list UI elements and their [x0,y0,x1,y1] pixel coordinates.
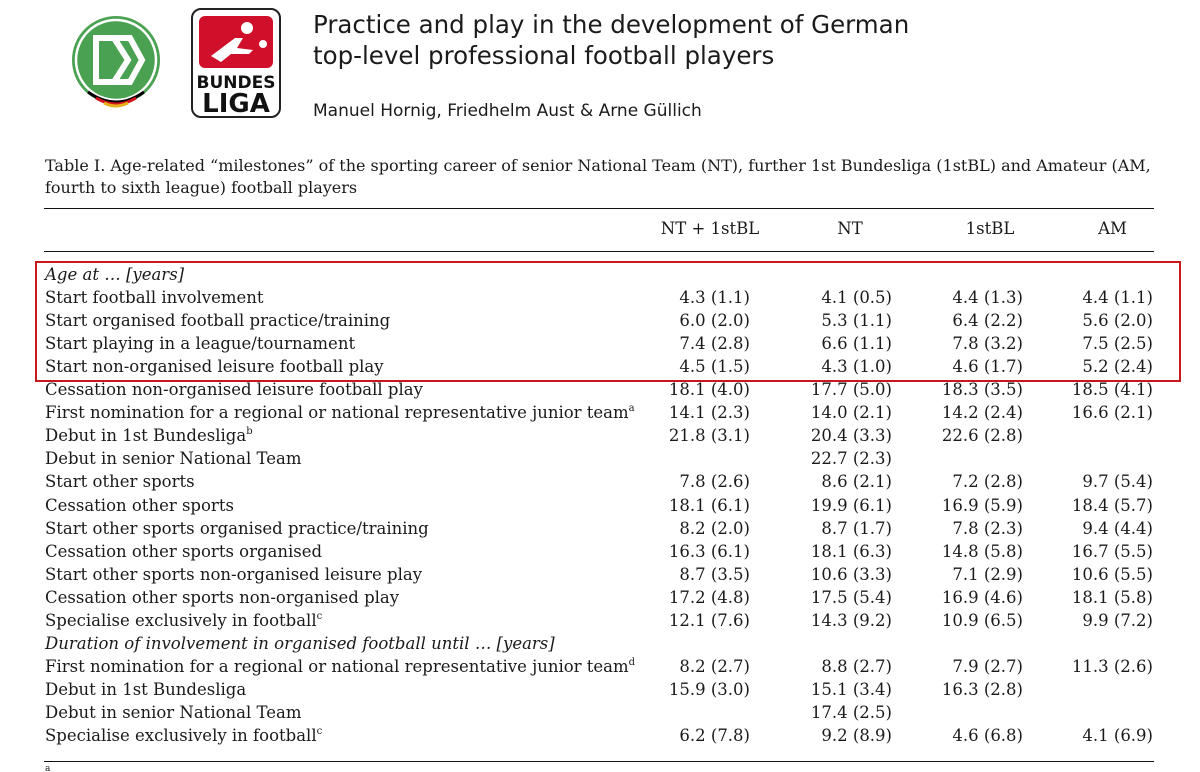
cell-value: 21.8 (3.1) [668,426,750,446]
table-row [45,401,1155,424]
cell-value: 4.4 (1.3) [952,288,1023,308]
cell-value: 15.1 (3.4) [810,679,892,699]
footnote-superscript: c [316,610,323,622]
cell-value: 5.2 (2.4) [1082,357,1153,377]
cell-value: 8.8 (2.7) [821,656,892,676]
table-row [45,517,1155,540]
cell-value: 16.7 (5.5) [1071,541,1153,561]
table-row [45,609,1155,632]
cell-value: 8.2 (2.7) [679,656,750,676]
cell-value: 11.3 (2.6) [1071,656,1153,676]
row-label [45,678,246,701]
row-label-text: Specialise exclusively in football [45,610,317,630]
cell-value: 14.3 (9.2) [810,610,892,630]
column-header-am: AM [1098,219,1127,238]
cell-value: 18.1 (4.0) [668,380,750,400]
cell-value: 17.7 (5.0) [810,380,892,400]
row-label-text: Debut in senior National Team [45,702,302,722]
row-label-text: First nomination for a regional or national representative junior team [45,403,629,423]
svg-text:LIGA: LIGA [202,89,270,118]
cell-value: 16.3 (2.8) [941,679,1023,699]
row-label [45,586,399,609]
row-label-text: Start other sports organised practice/training [45,518,429,538]
cell-value: 6.2 (7.8) [679,726,750,745]
cell-value: 17.2 (4.8) [668,587,750,607]
cell-value: 8.7 (3.5) [679,564,750,584]
row-label-text: Start other sports [45,472,195,492]
cell-value: 7.1 (2.9) [952,564,1023,584]
footnote-mark: a [45,764,51,772]
table-row [45,724,1155,747]
table-row [45,332,1155,355]
cell-value: 4.4 (1.1) [1082,288,1153,308]
footnote-superscript: a [628,403,635,415]
cell-value: 17.5 (5.4) [810,587,892,607]
row-label [45,701,301,724]
row-label-text: Duration of involvement in organised football until … [years] [45,633,555,653]
cell-value: 4.3 (1.1) [679,288,750,308]
cell-value: 16.3 (6.1) [668,541,750,561]
cell-value: 22.6 (2.8) [941,426,1023,446]
section-label [45,263,184,286]
cell-value: 6.0 (2.0) [679,311,750,331]
row-label-text: Start organised football practice/training [45,311,391,331]
cell-value: 4.6 (6.8) [952,726,1023,745]
cell-value: 14.1 (2.3) [668,403,750,423]
cell-value: 7.4 (2.8) [679,334,750,354]
row-label [45,655,635,678]
row-label-text: Specialise exclusively in football [45,726,317,745]
cell-value: 7.8 (2.6) [679,472,750,492]
row-label [45,286,264,309]
row-label [45,470,195,493]
cell-value: 14.0 (2.1) [810,403,892,423]
row-label [45,609,322,632]
table-row [45,424,1155,447]
cell-value: 12.1 (7.6) [668,610,750,630]
cell-value: 7.8 (3.2) [952,334,1023,354]
table-row [45,586,1155,609]
row-label [45,378,423,401]
table-row [45,378,1155,401]
row-label [45,494,234,517]
cell-value: 8.7 (1.7) [821,518,892,538]
cell-value: 18.5 (4.1) [1071,380,1153,400]
cell-value: 7.8 (2.3) [952,518,1023,538]
cell-value: 18.4 (5.7) [1071,495,1153,515]
cell-value: 4.6 (1.7) [952,357,1023,377]
cell-value: 5.6 (2.0) [1082,311,1153,331]
cell-value: 7.5 (2.5) [1082,334,1153,354]
table-row [45,309,1155,332]
cell-value: 16.9 (5.9) [941,495,1023,515]
cell-value: 4.3 (1.0) [821,357,892,377]
footnote-superscript: c [316,726,323,737]
row-label [45,355,384,378]
section-header-row [45,263,1155,286]
row-label [45,540,322,563]
row-label-text: Start other sports non-organised leisure play [45,564,423,584]
table-row [45,701,1155,724]
cell-value: 16.9 (4.6) [941,587,1023,607]
page-title [313,9,1173,71]
table-row [45,470,1155,493]
cell-value: 18.1 (6.3) [810,541,892,561]
row-label [45,517,429,540]
section-label [45,632,555,655]
row-label-text: Cessation other sports organised [45,541,323,561]
cell-value: 5.3 (1.1) [821,311,892,331]
cell-value: 17.4 (2.5) [810,702,892,722]
row-label-text: First nomination for a regional or national representative junior team [45,656,629,676]
cell-value: 6.4 (2.2) [952,311,1023,331]
table-row [45,655,1155,678]
cell-value: 9.4 (4.4) [1082,518,1153,538]
row-label-text: Debut in senior National Team [45,449,302,469]
table-row [45,563,1155,586]
table-row [45,494,1155,517]
table-bottom-rule [44,761,1154,762]
cell-value: 10.6 (3.3) [810,564,892,584]
cell-value: 9.2 (8.9) [821,726,892,745]
cell-value: 18.1 (6.1) [668,495,750,515]
row-label [45,563,422,586]
cell-value: 8.6 (2.1) [821,472,892,492]
cell-value: 6.6 (1.1) [821,334,892,354]
cell-value: 14.8 (5.8) [941,541,1023,561]
cell-value: 4.1 (0.5) [821,288,892,308]
row-label [45,424,253,447]
cell-value: 10.9 (6.5) [941,610,1023,630]
cell-value: 18.1 (5.8) [1071,587,1153,607]
title-line-2: top-level professional football players [313,41,775,70]
cell-value: 9.9 (7.2) [1082,610,1153,630]
row-label [45,309,390,332]
authors: Manuel Hornig, Friedhelm Aust & Arne Güllich [313,101,702,121]
column-header-nt: NT [837,219,863,238]
title-line-1: Practice and play in the development of German [313,10,910,39]
cell-value: 20.4 (3.3) [810,426,892,446]
row-label [45,401,635,424]
row-label-text: Start non-organised leisure football play [45,357,384,377]
cell-value: 7.2 (2.8) [952,472,1023,492]
cell-value: 19.9 (6.1) [810,495,892,515]
cell-value: 7.9 (2.7) [952,656,1023,676]
dfb-logo [66,12,166,112]
row-label-text: Start football involvement [45,288,264,308]
row-label [45,447,301,470]
cell-value: 18.3 (3.5) [941,380,1023,400]
cell-value: 4.5 (1.5) [679,357,750,377]
cell-value: 16.6 (2.1) [1071,403,1153,423]
table-caption: Table I. Age-related “milestones” of the sporting career of senior National Team (NT), further 1st Bundesliga (1stBL) and Amateur (AM, fourth to sixth league) football players [45,156,1151,197]
cell-value: 14.2 (2.4) [941,403,1023,423]
table-header-rule [44,251,1154,252]
table-row [45,678,1155,701]
cell-value: 10.6 (5.5) [1071,564,1153,584]
table-row [45,286,1155,309]
cell-value: 15.9 (3.0) [668,679,750,699]
row-label-text: Age at … [years] [45,265,185,284]
footnote-superscript: b [246,426,253,438]
row-label-text: Cessation other sports [45,495,234,515]
bundesliga-logo [191,8,281,118]
cell-value: 4.1 (6.9) [1082,726,1153,745]
row-label [45,724,322,747]
svg-text:BUNDES: BUNDES [196,73,276,93]
column-header-1stbl: 1stBL [965,219,1015,238]
row-label-text: Start playing in a league/tournament [45,334,356,354]
row-label-text: Debut in 1st Bundesliga [45,426,247,446]
cell-value: 22.7 (2.3) [810,449,892,469]
row-label [45,332,355,355]
row-label-text: Debut in 1st Bundesliga [45,679,247,699]
table-row [45,355,1155,378]
table-row [45,540,1155,563]
table-top-rule [44,208,1154,209]
footnote-superscript: d [628,656,636,668]
table-row [45,447,1155,470]
section-header-row [45,632,1155,655]
column-header-nt-1stbl: NT + 1stBL [660,219,760,238]
cell-value: 9.7 (5.4) [1082,472,1153,492]
row-label-text: Cessation other sports non-organised play [45,587,400,607]
row-label-text: Cessation non-organised leisure football play [45,380,423,400]
cell-value: 8.2 (2.0) [679,518,750,538]
